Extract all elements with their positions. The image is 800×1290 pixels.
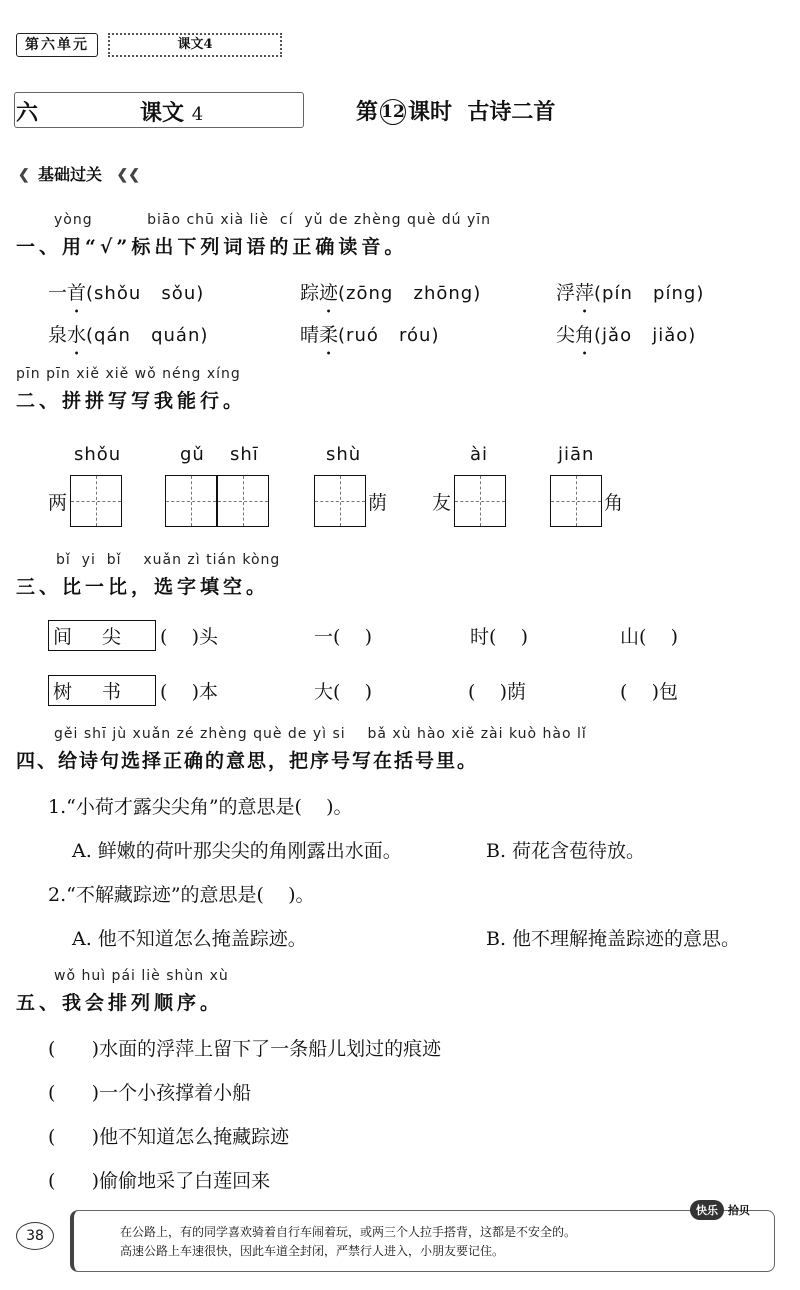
q3-blank[interactable]: ( )头: [160, 626, 218, 648]
badge-bubble: 快乐: [690, 1200, 724, 1220]
writing-grid[interactable]: [314, 475, 366, 527]
q2-label-1: shǒu: [74, 444, 122, 465]
q4-title: 四、给诗句选择正确的意思，把序号写在括号里。: [16, 750, 479, 772]
q5-item-4[interactable]: ( )偷偷地采了白莲回来: [48, 1170, 271, 1192]
lesson-name-text: 课文: [140, 100, 185, 126]
q2-char-2: 荫: [368, 492, 388, 514]
q5-item-2[interactable]: ( )一个小孩撑着小船: [48, 1082, 252, 1104]
q1-pinyin: yòng biāo chū xià liè cí yǔ de zhèng què dú yīn: [54, 212, 492, 228]
q5-item-3[interactable]: ( )他不知道怎么掩藏踪迹: [48, 1126, 290, 1148]
writing-grid[interactable]: [70, 475, 122, 527]
q3-blank[interactable]: ( )本: [160, 681, 218, 703]
badge-text: 拾贝: [727, 1204, 750, 1217]
q1-item-6: [556, 320, 696, 347]
q1-word: 泉: [48, 324, 68, 346]
q2-label-3: shī: [230, 444, 259, 465]
q1-word-dot: 迹: [319, 282, 339, 304]
tip-line-2: 高速公路上车速很快，因此车道全封闭，严禁行人进入，小朋友要记住。: [120, 1244, 505, 1258]
q3-pair-box-2: 树书: [48, 675, 156, 706]
writing-grid[interactable]: [165, 475, 217, 527]
q2-char-1: 两: [48, 492, 68, 514]
q1-pinyin-choice[interactable]: (jǎo jiǎo): [594, 325, 697, 346]
q5-title: 五、我会排列顺序。: [16, 992, 224, 1014]
lesson-title-pre: 第: [356, 99, 379, 125]
tip-line-1: 在公路上，有的同学喜欢骑着自行车闹着玩，或两三个人拉手搭背，这都是不安全的。: [120, 1225, 577, 1239]
q1-pinyin-choice[interactable]: (ruó róu): [338, 325, 440, 346]
q3-blank[interactable]: ( )包: [620, 681, 678, 703]
tip-text: [120, 1223, 576, 1261]
q1-pinyin-choice[interactable]: (shǒu sǒu): [86, 283, 205, 304]
section-ribbon: ❮ 基础过关 ❮❮: [16, 162, 112, 188]
unit-tag: 第六单元: [16, 33, 98, 57]
q4-option-1a[interactable]: A. 鲜嫩的荷叶那尖尖的角刚露出水面。: [72, 840, 402, 862]
q5-item-1[interactable]: ( )水面的浮萍上留下了一条船儿划过的痕迹: [48, 1038, 442, 1060]
q4-option-2a[interactable]: A. 他不知道怎么掩盖踪迹。: [72, 928, 307, 950]
q4-option-1b[interactable]: B. 荷花含苞待放。: [486, 840, 646, 862]
q1-title: 一、用“√”标出下列词语的正确读音。: [16, 236, 408, 258]
q3-blank[interactable]: 时( ): [470, 626, 528, 648]
q1-word-dot: 柔: [319, 324, 339, 346]
q2-char-3: 友: [432, 492, 452, 514]
lesson-name: [140, 96, 203, 127]
q1-word-dot: 水: [67, 324, 87, 346]
q2-label-6: jiān: [558, 444, 595, 465]
q1-word-dot: 角: [575, 324, 595, 346]
q1-word: 尖: [556, 324, 576, 346]
q2-title: 二、拼拼写写我能行。: [16, 390, 247, 412]
q1-item-4: [48, 320, 208, 347]
q1-word: 浮: [556, 282, 576, 304]
page-number: 38: [16, 1222, 54, 1250]
q3-pair-box-1: 间尖: [48, 620, 156, 651]
q2-label-2: gǔ: [180, 444, 205, 465]
lesson-number-circle: 12: [380, 99, 406, 125]
q1-word-dot: 首: [67, 282, 87, 304]
q1-word-dot: 萍: [575, 282, 595, 304]
q4-pinyin: gěi shī jù xuǎn zé zhèng què de yì si bǎ xù hào xiě zài kuò hào lǐ: [54, 726, 587, 742]
q4-option-2b[interactable]: B. 他不理解掩盖踪迹的意思。: [486, 928, 741, 950]
q4-sentence-1[interactable]: 1.“小荷才露尖尖角”的意思是( )。: [48, 796, 353, 818]
q1-item-3: [556, 278, 704, 305]
lesson-unit-number: 六: [16, 100, 39, 126]
q1-item-2: [300, 278, 481, 305]
q2-pinyin: pīn pīn xiě xiě wǒ néng xíng: [16, 366, 241, 382]
happy-shells-badge: [690, 1200, 774, 1226]
writing-grid[interactable]: [454, 475, 506, 527]
q4-sentence-2[interactable]: 2.“不解藏踪迹”的意思是( )。: [48, 884, 315, 906]
q1-pinyin-choice[interactable]: (qán quán): [86, 325, 209, 346]
q1-pinyin-choice[interactable]: (pín píng): [594, 283, 705, 304]
writing-grid[interactable]: [217, 475, 269, 527]
q5-pinyin: wǒ huì pái liè shùn xù: [54, 968, 229, 984]
q3-blank[interactable]: 一( ): [314, 626, 372, 648]
unit-lesson-banner: 课文4: [108, 33, 282, 57]
lesson-name-num: 4: [191, 104, 204, 125]
q1-item-1: [48, 278, 204, 305]
q3-blank[interactable]: 大( ): [314, 681, 372, 703]
q3-blank[interactable]: 山( ): [620, 626, 678, 648]
q2-label-4: shù: [326, 444, 362, 465]
q3-pinyin: bǐ yi bǐ xuǎn zì tián kòng: [56, 552, 281, 568]
q3-title: 三、比一比，选字填空。: [16, 576, 270, 598]
q2-char-4: 角: [604, 492, 624, 514]
q1-pinyin-choice[interactable]: (zōng zhōng): [338, 283, 482, 304]
q1-word: 晴: [300, 324, 320, 346]
q1-item-5: [300, 320, 440, 347]
q2-label-5: ài: [470, 444, 489, 465]
lesson-title-post: 课时 古诗二首: [408, 99, 556, 125]
writing-grid[interactable]: [550, 475, 602, 527]
q1-word: 一: [48, 282, 68, 304]
q1-word: 踪: [300, 282, 320, 304]
lesson-title: [356, 95, 555, 126]
q3-blank[interactable]: ( )荫: [468, 681, 526, 703]
